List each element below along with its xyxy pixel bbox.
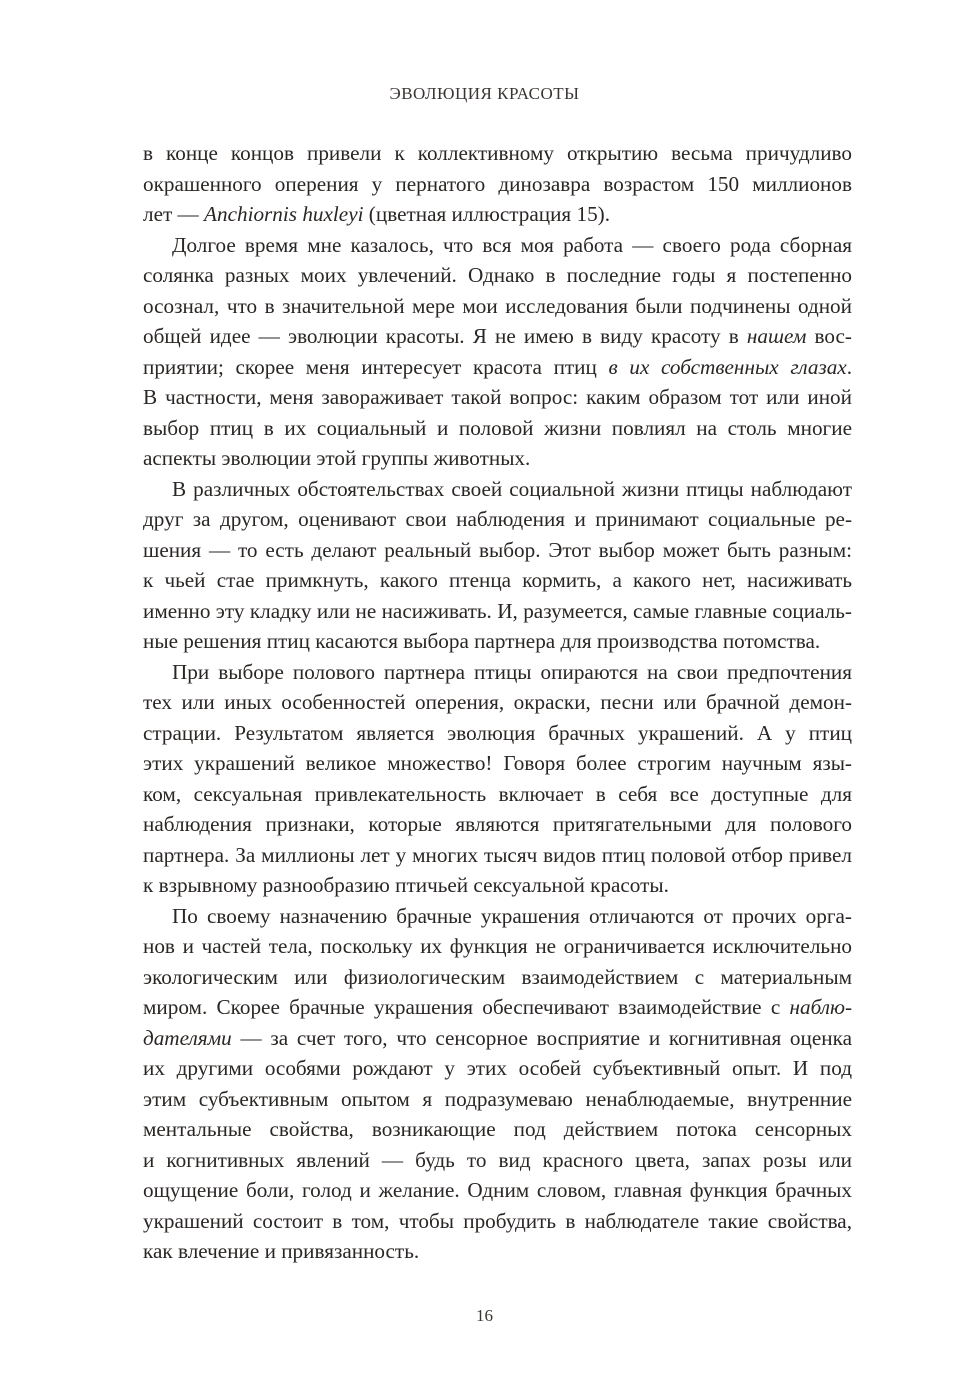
text-line <box>143 352 852 383</box>
text-segment: . <box>846 354 853 379</box>
text-line <box>143 840 852 871</box>
text-segment: к чьей стае примкнуть, какого птенца кормить, а какого нет, насиживать <box>143 568 852 592</box>
text-segment: В различных обстоятельствах своей социальной жизни птицы наблюдают <box>172 476 852 501</box>
text-line <box>143 535 852 566</box>
text-line <box>143 901 852 932</box>
paragraph <box>143 657 852 901</box>
italic-text: нашем <box>746 324 807 348</box>
text-segment: тех или иных особенностей оперения, окраски, песни или брачной демон- <box>143 690 852 714</box>
running-head: ЭВОЛЮЦИЯ КРАСОТЫ <box>389 84 580 103</box>
page-number: 16 <box>476 1306 493 1325</box>
text-segment: этих украшений великое множество! Говоря более строгим научным язы- <box>143 751 852 775</box>
text-segment: и когнитивных явлений — будь то вид красного цвета, запах розы или <box>143 1147 852 1172</box>
text-line <box>143 718 852 749</box>
text-line <box>143 413 852 444</box>
text-segment: По своему назначению брачные украшения отличаются от прочих орга- <box>172 903 852 928</box>
paragraph <box>143 138 852 230</box>
text-segment: осознал, что в значительной мере мои исследования были подчинены одной <box>143 293 852 318</box>
text-segment: украшений состоит в том, чтобы пробудить в наблюдателе такие свойства, <box>143 1208 852 1233</box>
text-segment: Долгое время мне казалось, что вся моя работа — своего рода сборная <box>172 232 852 257</box>
text-segment: экологическим или физиологическим взаимодействием с материальным <box>143 964 852 989</box>
text-line <box>143 1053 852 1084</box>
text-segment: При выборе полового партнера птицы опираются на свои предпочтения <box>172 659 852 684</box>
text-line <box>143 779 852 810</box>
text-segment: этим субъективным опытом я подразумеваю ненаблюдаемые, внутренние <box>143 1086 852 1111</box>
text-line <box>143 657 852 688</box>
text-line <box>143 870 852 901</box>
text-segment: в конце концов привели к коллективному открытию весьма причудливо <box>143 141 852 165</box>
text-segment: ощущение боли, голод и желание. Одним словом, главная функция брачных <box>143 1178 852 1202</box>
paragraph <box>143 230 852 474</box>
text-line <box>143 382 852 413</box>
text-line <box>143 992 852 1023</box>
text-segment: — за счет того, что сенсорное восприятие и когнитивная оценка <box>231 1025 852 1050</box>
text-line <box>143 443 852 474</box>
text-line <box>143 565 852 596</box>
text-line <box>143 321 852 352</box>
italic-text: Anchiornis huxleyi <box>204 202 364 226</box>
text-line <box>143 687 852 718</box>
text-line <box>143 809 852 840</box>
text-segment: ментальные свойства, возникающие под действием потока сенсорных <box>143 1117 852 1141</box>
text-segment: их другими особями рождают у этих особей субъективный опыт. И под <box>143 1056 852 1080</box>
text-line <box>143 504 852 535</box>
text-segment: лет — <box>143 202 205 226</box>
text-segment: солянка разных моих увлечений. Однако в последние годы я постепенно <box>143 263 852 287</box>
text-segment: именно эту кладку или не насиживать. И, разумеется, самые главные социаль- <box>143 598 852 623</box>
text-segment: общей идее — эволюции красоты. Я не имею в виду красоту в <box>143 324 747 348</box>
italic-text: в их собственных глазах <box>608 354 847 379</box>
text-line <box>143 1023 852 1054</box>
text-line <box>143 1236 852 1267</box>
text-line <box>143 1175 852 1206</box>
text-line <box>143 474 852 505</box>
text-line <box>143 199 852 230</box>
text-line <box>143 1206 852 1237</box>
text-segment: (цветная иллюстрация 15). <box>363 202 611 226</box>
text-line <box>143 596 852 627</box>
text-segment: страции. Результатом является эволюция брачных украшений. А у птиц <box>143 720 852 745</box>
text-segment: партнера. За миллионы лет у многих тысяч видов птиц половой отбор привел <box>143 842 852 867</box>
text-segment: нов и частей тела, поскольку их функция не ограничивается исключительно <box>143 934 852 958</box>
italic-text: наблю- <box>789 995 852 1019</box>
paragraph <box>143 474 852 657</box>
text-segment: выбор птиц в их социальный и половой жизни повлиял на столь многие <box>143 415 852 440</box>
text-line <box>143 931 852 962</box>
text-line <box>143 1084 852 1115</box>
text-segment: окрашенного оперения у пернатого динозавра возрастом 150 миллионов <box>143 171 852 196</box>
text-line <box>143 291 852 322</box>
text-segment: к взрывному разнообразию птичьей сексуальной красоты. <box>143 873 669 897</box>
italic-text: дателями <box>143 1025 232 1050</box>
text-line <box>143 962 852 993</box>
text-segment: вос- <box>806 324 852 348</box>
text-line <box>143 1114 852 1145</box>
text-line <box>143 1145 852 1176</box>
text-line <box>143 169 852 200</box>
text-segment: аспекты эволюции этой группы животных. <box>143 446 531 470</box>
text-line <box>143 260 852 291</box>
text-segment: ком, сексуальная привлекательность включает в себя все доступные для <box>143 781 852 806</box>
text-line <box>143 626 852 657</box>
text-segment: друг за другом, оценивают свои наблюдения и принимают социальные ре- <box>143 507 852 531</box>
text-segment: В частности, меня завораживает такой вопрос: каким образом тот или иной <box>143 385 852 409</box>
text-line <box>143 138 852 169</box>
body-text <box>143 138 852 1267</box>
text-segment: шения — то есть делают реальный выбор. Этот выбор может быть разным: <box>143 537 852 562</box>
text-segment: миром. Скорее брачные украшения обеспечивают взаимодействие с <box>143 995 790 1019</box>
text-segment: как влечение и привязанность. <box>143 1239 420 1263</box>
text-segment: ные решения птиц касаются выбора партнера для производства потомства. <box>143 629 821 653</box>
text-segment: приятии; скорее меня интересует красота птиц <box>143 354 609 379</box>
text-line <box>143 748 852 779</box>
text-line <box>143 230 852 261</box>
paragraph <box>143 901 852 1267</box>
text-segment: наблюдения признаки, которые являются притягательными для полового <box>143 812 852 836</box>
